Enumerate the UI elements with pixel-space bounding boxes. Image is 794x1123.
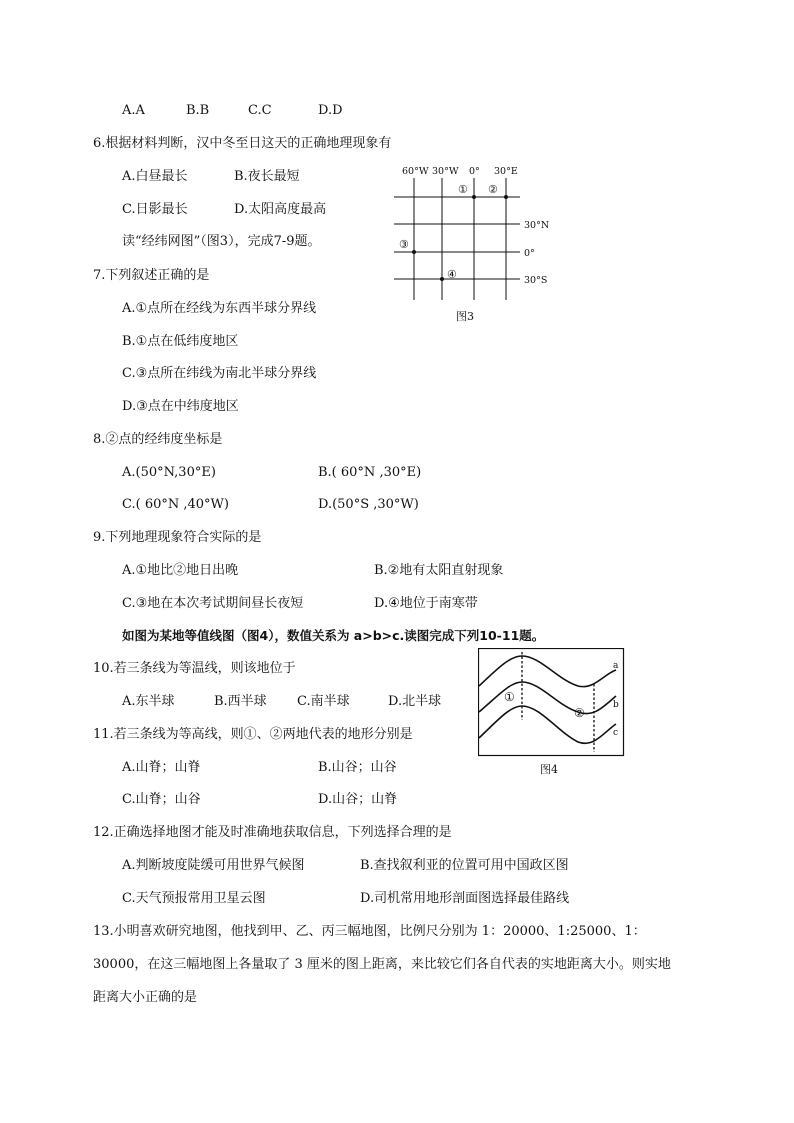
fig3-point-1: ① [458, 183, 468, 196]
q10-option-a: A.东半球 [122, 694, 175, 709]
q12-option-b: B.查找叙利亚的位置可用中国政区图 [360, 858, 569, 873]
q7-stem: 7.下列叙述正确的是 [93, 268, 210, 283]
q10-stem: 10.若三条线为等温线，则该地位于 [93, 661, 296, 676]
fig3-lat-30s: 30°S [524, 275, 548, 286]
fig3-point-4: ④ [447, 268, 457, 281]
q7-option-b: B.①点在低纬度地区 [122, 334, 239, 349]
q5-option-c: C.C [248, 103, 272, 118]
q13-line-1: 13.小明喜欢研究地图，他找到甲、乙、丙三幅地图，比例尺分别为 1：20000、1:25000、1： [93, 924, 646, 939]
q6-option-a: A.白昼最长 [122, 169, 188, 184]
fig3-lon-0: 0° [469, 166, 480, 177]
q7-option-c: C.③点所在纬线为南北半球分界线 [122, 366, 317, 381]
fig4-label-a: a [613, 661, 619, 671]
q8-option-c: C.( 60°N ,40°W) [122, 497, 229, 512]
q7-option-a: A.①点所在经线为东西半球分界线 [122, 301, 317, 316]
q5-option-b: B.B [186, 103, 210, 118]
q10-option-d: D.北半球 [388, 694, 442, 709]
fig3-lat-0: 0° [524, 248, 535, 259]
fig4-label-b: b [613, 700, 619, 710]
q9-option-a: A.①地比②地日出晚 [122, 563, 239, 578]
fig3-lat-30n: 30°N [524, 220, 550, 231]
fig3-point-4-dot [440, 277, 444, 281]
q8-stem: 8.②点的经纬度坐标是 [93, 432, 223, 447]
figure-4-caption: 图4 [540, 763, 558, 776]
q13-line-2: 30000，在这三幅地图上各量取了 3 厘米的图上距离，来比较它们各自代表的实地距离大小。则实地 [93, 957, 671, 972]
q10-option-c: C.南半球 [297, 694, 350, 709]
figure-4-isolines [478, 648, 628, 758]
q12-option-d: D.司机常用地形剖面图选择最佳路线 [360, 891, 570, 906]
fig3-lon-30w: 30°W [432, 166, 459, 177]
q11-option-b: B.山谷；山谷 [318, 760, 397, 775]
q9-stem: 9.下列地理现象符合实际的是 [93, 530, 262, 545]
q7-option-d: D.③点在中纬度地区 [122, 399, 239, 414]
q5-option-d: D.D [318, 103, 343, 118]
fig4-line-b [479, 682, 616, 714]
q11-option-d: D.山谷；山脊 [318, 792, 398, 807]
q8-option-b: B.( 60°N ,30°E) [318, 465, 422, 480]
q11-option-a: A.山脊；山脊 [122, 760, 201, 775]
fig3-point-2: ② [488, 183, 498, 196]
q12-option-a: A.判断坡度陡缓可用世界气候图 [122, 858, 305, 873]
q11-option-c: C.山脊；山谷 [122, 792, 201, 807]
q8-option-a: A.(50°N,30°E) [122, 465, 216, 480]
fig4-frame [479, 649, 624, 756]
fig3-point-2-dot [504, 195, 508, 199]
fig3-point-1-dot [472, 195, 476, 199]
fig3-point-3: ③ [399, 238, 409, 251]
fig3-lon-30e: 30°E [494, 166, 518, 177]
q8-option-d: D.(50°S ,30°W) [318, 497, 419, 512]
intro-10-11: 如图为某地等值线图（图4），数值关系为 a>b>c.读图完成下列10-11题。 [122, 628, 545, 643]
q6-option-d: D.太阳高度最高 [234, 202, 327, 217]
q5-option-a: A.A [122, 103, 145, 118]
figure-3-caption: 图3 [456, 310, 474, 323]
fig3-point-3-dot [412, 250, 416, 254]
q9-option-b: B.②地有太阳直射现象 [374, 563, 504, 578]
q6-option-c: C.日影最长 [122, 202, 188, 217]
q10-option-b: B.西半球 [214, 694, 267, 709]
q9-option-c: C.③地在本次考试期间昼长夜短 [122, 596, 304, 611]
fig3-lon-60w: 60°W [402, 166, 429, 177]
q6-stem: 6.根据材料判断，汉中冬至日这天的正确地理现象有 [93, 136, 392, 151]
fig4-label-c: c [613, 728, 619, 738]
q12-stem: 12.正确选择地图才能及时准确地获取信息，下列选择合理的是 [93, 825, 452, 840]
fig4-line-a [479, 656, 616, 687]
q6-option-b: B.夜长最短 [234, 169, 300, 184]
fig4-point-1: ① [504, 690, 515, 704]
fig4-point-2: ② [574, 706, 585, 720]
q11-stem: 11.若三条线为等高线，则①、②两地代表的地形分别是 [93, 727, 413, 742]
q9-option-d: D.④地位于南寒带 [374, 596, 478, 611]
q12-option-c: C.天气预报常用卫星云图 [122, 891, 266, 906]
q13-line-3: 距离大小正确的是 [93, 990, 198, 1005]
figure-3-graticule [390, 160, 560, 330]
intro-7-9: 读“经纬网图”（图3），完成7-9题。 [122, 234, 321, 249]
